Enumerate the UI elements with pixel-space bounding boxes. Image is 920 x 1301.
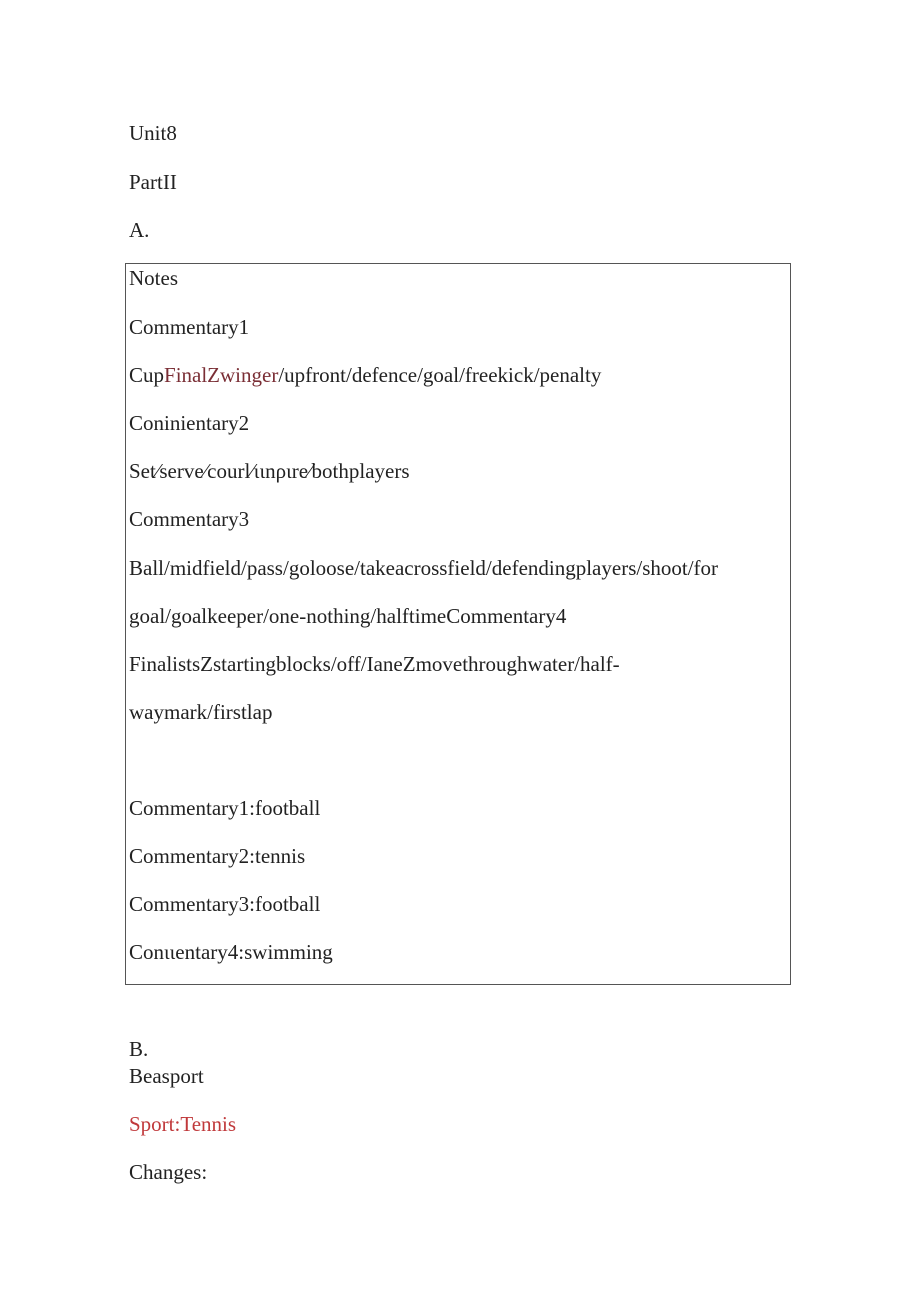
unit-heading: Unit8 [129, 121, 177, 145]
commentary-3-keywords: Ball/midfield/pass/goloose/takeacrossfield/defendingplayers/shoot/for [129, 556, 719, 580]
commentary-4-keywords: FinalistsZstartingblocks/off/IaneZmovethroughwater/half- [129, 652, 620, 676]
notes-title: Notes [129, 266, 178, 290]
keywords-highlight: FinalZwinger [164, 363, 279, 387]
keywords-suffix: /upfront/defence/goal/freekick/penalty [278, 363, 602, 387]
answer-commentary-1: Commentary1:football [129, 796, 321, 820]
commentary-1-heading: Commentary1 [129, 315, 250, 339]
keywords-prefix: Cup [129, 363, 165, 387]
section-a-label: A. [129, 218, 150, 242]
answer-commentary-3: Commentary3:football [129, 892, 321, 916]
commentary-2-heading: Coninientary2 [129, 411, 250, 435]
answer-commentary-2: Commentary2:tennis [129, 844, 306, 868]
commentary-1-keywords [129, 363, 601, 387]
commentary-3-keywords-cont: goal/goalkeeper/one-nothing/halftimeCommentary4 [129, 604, 567, 628]
commentary-2-keywords: Set⁄serve⁄courl⁄ιιnριre⁄bothplayers [129, 459, 410, 483]
answer-commentary-4: Conιιentary4:swimming [129, 940, 333, 964]
sport-line: Sport:Tennis [129, 1112, 237, 1136]
commentary-3-heading: Commentary3 [129, 507, 250, 531]
changes-label: Changes: [129, 1160, 208, 1184]
commentary-4-keywords-cont: waymark/firstlap [129, 700, 273, 724]
section-b-subtitle: Beasport [129, 1064, 204, 1088]
section-b-label: B. [129, 1037, 149, 1061]
part-heading: PartII [129, 170, 177, 194]
